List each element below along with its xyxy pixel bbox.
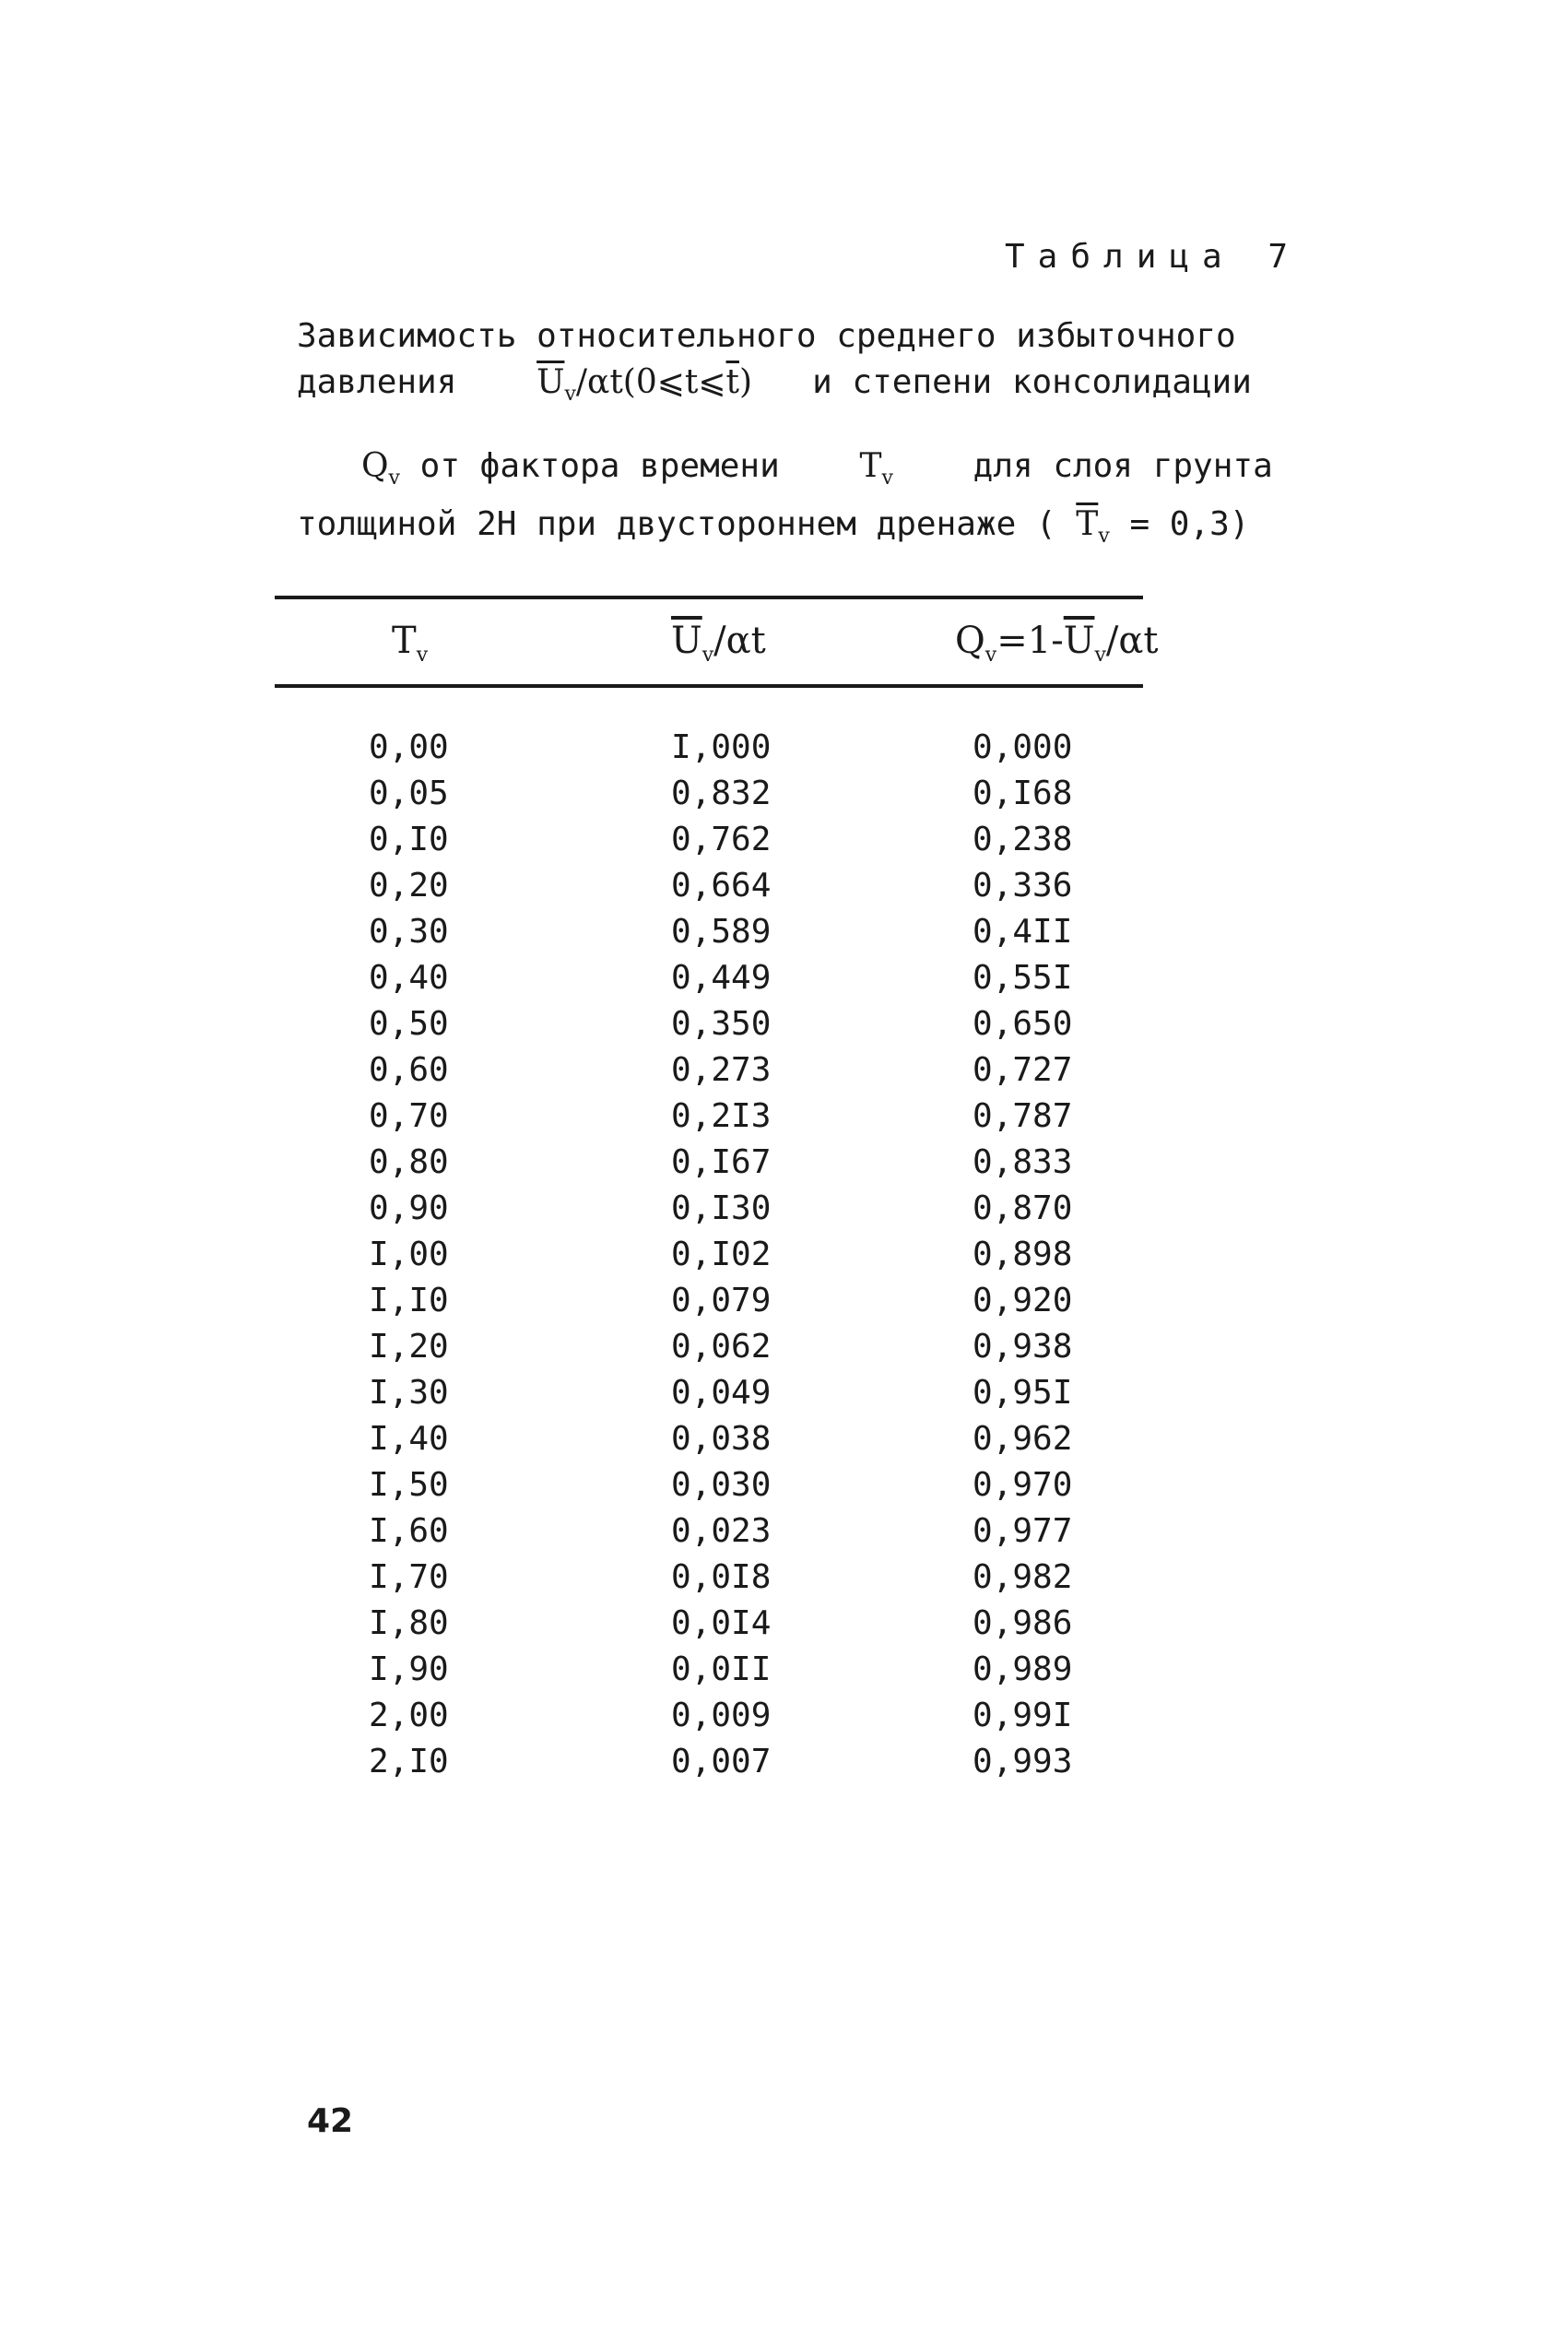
table-cell: 0,0I4 [671,1604,772,1642]
table-cell: I,40 [369,1420,449,1458]
caption-text: = 0,3) [1129,505,1250,544]
table-cell: 2,00 [369,1697,449,1734]
table-cell: 0,449 [671,959,772,997]
table-cell: 0,I67 [671,1143,772,1181]
table-cell: 0,920 [973,1282,1073,1319]
table-cell: 0,993 [973,1743,1073,1780]
caption-text: давления [297,363,457,401]
table-cell: 0,787 [973,1097,1073,1135]
table-cell: 0,90 [369,1189,449,1227]
caption-text: и степени консолидации [812,363,1252,401]
table-cell: 0,40 [369,959,449,997]
header-tv: $T_v$ [392,620,429,667]
table-cell: 0,273 [671,1051,772,1089]
table-cell: 0,762 [671,821,772,858]
table-cell: I,70 [369,1558,449,1596]
table-top-rule [275,596,1143,599]
caption-line-4 [297,502,1250,560]
table-cell: 0,70 [369,1097,449,1135]
table-cell: 0,977 [973,1512,1073,1550]
table-cell: 0,80 [369,1143,449,1181]
table-cell: 0,833 [973,1143,1073,1181]
table-cell: 0,50 [369,1005,449,1043]
table-cell: 0,I02 [671,1236,772,1273]
table-cell: 0,99I [973,1697,1073,1734]
table-cell: 0,970 [973,1466,1073,1504]
table-cell: 2,I0 [369,1743,449,1780]
table-cell: 0,60 [369,1051,449,1089]
caption-text: для слоя грунта [973,447,1273,486]
table-cell: 0,832 [671,775,772,812]
table-cell: 0,I30 [671,1189,772,1227]
table-cell: 0,062 [671,1328,772,1366]
table-cell: 0,898 [973,1236,1073,1273]
table-cell: 0,079 [671,1282,772,1319]
header-qv: $Q_v=1-\overline{U}_v/\alpha t$ [955,620,1159,667]
table-cell: 0,727 [973,1051,1073,1089]
table-cell: I,80 [369,1604,449,1642]
table-cell: 0,007 [671,1743,772,1780]
table-cell: 0,038 [671,1420,772,1458]
table-cell: 0,0II [671,1650,772,1688]
table-cell: 0,982 [973,1558,1073,1596]
caption-line-2 [297,360,1252,418]
table-caption [297,313,1273,561]
table-cell: 0,I0 [369,821,449,858]
table-label: Таблица 7 [1005,238,1302,276]
table-cell: I,60 [369,1512,449,1550]
table-cell: 0,870 [973,1189,1073,1227]
caption-symbol-t: $T_v$ [859,447,893,491]
table-cell: 0,4II [973,913,1073,951]
page-number: 42 [307,2102,354,2140]
table-cell: 0,0I8 [671,1558,772,1596]
table-cell: I,20 [369,1328,449,1366]
table-cell: 0,664 [671,867,772,905]
table-cell: I,50 [369,1466,449,1504]
table-cell: 0,986 [973,1604,1073,1642]
table-cell: 0,05 [369,775,449,812]
table-cell: 0,20 [369,867,449,905]
table-cell: 0,049 [671,1374,772,1412]
table-cell: 0,000 [973,728,1073,766]
table-cell: 0,938 [973,1328,1073,1366]
table-cell: 0,650 [973,1005,1073,1043]
table-cell: I,30 [369,1374,449,1412]
table-cell: 0,989 [973,1650,1073,1688]
caption-text: толщиной 2Н при двустороннем дренаже ( [297,505,1056,544]
caption-line-1: Зависимость относительного среднего избыточного [297,317,1236,355]
table-cell: 0,55I [973,959,1073,997]
table-cell: 0,350 [671,1005,772,1043]
table-cell: 0,589 [671,913,772,951]
table-cell: I,000 [671,728,772,766]
table-cell: 0,95I [973,1374,1073,1412]
column-tv [369,725,449,1785]
column-qv [973,725,1072,1785]
caption-symbol-q: $Q_v$ [361,447,400,491]
table-cell: 0,023 [671,1512,772,1550]
table-cell: I,00 [369,1236,449,1273]
table-cell: 0,2I3 [671,1097,772,1135]
header-uv: $\overline{U}_v/\alpha t$ [671,620,766,667]
table-cell: 0,00 [369,728,449,766]
caption-text: от фактора времени [419,447,780,486]
table-cell: 0,30 [369,913,449,951]
caption-symbol-t: $\overline{T}_v$ [1076,505,1110,549]
table-cell: 0,336 [973,867,1073,905]
table-cell: 0,I68 [973,775,1073,812]
table-cell: 0,238 [973,821,1073,858]
column-uv [671,725,771,1785]
table-cell: I,I0 [369,1282,449,1319]
table-cell: 0,030 [671,1466,772,1504]
table-header-rule [275,684,1143,688]
table-cell: I,90 [369,1650,449,1688]
table-cell: 0,962 [973,1420,1073,1458]
table-cell: 0,009 [671,1697,772,1734]
caption-line-3 [297,444,1273,502]
caption-formula: $\overline{U}_v/\alpha t(0⩽t⩽\overline{t})$ [536,363,753,407]
